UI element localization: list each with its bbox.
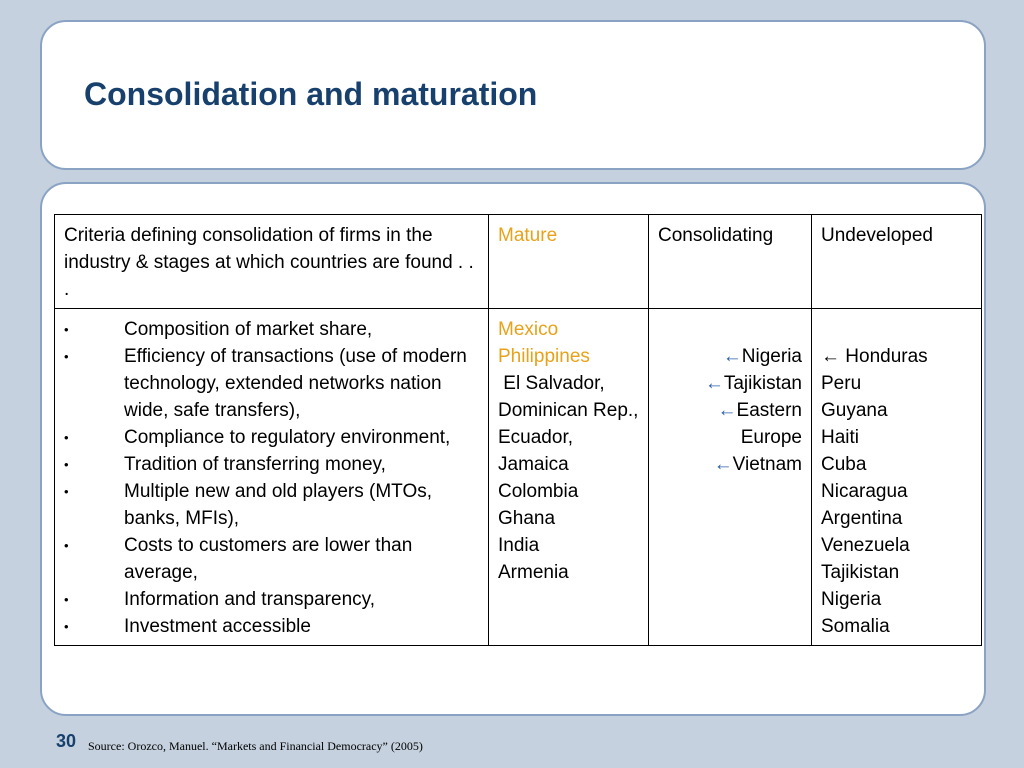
list-item: • Investment accessible [64,613,479,640]
undeveloped-country: ← Honduras [821,346,928,367]
arrow-left-icon: ← [722,346,742,367]
mature-country-mexico: Mexico [498,319,559,340]
mature-country: Ecuador, [498,427,573,448]
header-mature: Mature [489,215,649,309]
undeveloped-country: Peru [821,373,862,394]
list-item: • Multiple new and old players (MTOs, banks, MFIs), [64,478,479,532]
consolidating-country: ←Nigeria [722,346,802,367]
undeveloped-country: Somalia [821,616,890,637]
bullet-icon: • [64,538,69,553]
bullet-icon: • [64,457,69,472]
bullet-icon: • [64,430,69,445]
mature-country: Colombia [498,481,579,502]
arrow-left-icon: ← [821,346,840,367]
mature-country: Jamaica [498,454,569,475]
list-item: • Information and transparency, [64,586,479,613]
bullet-icon: • [64,484,69,499]
criteria-list [64,316,479,640]
header-consolidating: Consolidating [649,215,812,309]
list-item: • Efficiency of transactions (use of modern technology, extended networks nation wide, safe transfers), [64,343,479,424]
undeveloped-cell [812,309,982,646]
criteria-cell [55,309,489,646]
list-item: • Compliance to regulatory environment, [64,424,479,451]
arrow-left-icon: ← [717,400,737,421]
undeveloped-country: Venezuela [821,535,910,556]
consolidating-country: ←Eastern Europe [717,400,802,448]
mature-country: Dominican Rep., [498,400,639,421]
list-item: • Tradition of transferring money, [64,451,479,478]
mature-country-philippines: Philippines [498,346,590,367]
bullet-icon: • [64,592,69,607]
undeveloped-country: Cuba [821,454,867,475]
source-citation: Source: Orozco, Manuel. “Markets and Financial Democracy” (2005) [88,739,423,753]
page-number: 30 [56,731,77,751]
table-body-row [55,309,982,646]
mature-country: El Salvador, [498,373,605,394]
consolidating-country: ←Vietnam [713,454,802,475]
list-item: • Composition of market share, [64,316,479,343]
list-item: • Costs to customers are lower than average, [64,532,479,586]
bullet-icon: • [64,349,69,364]
header-criteria: Criteria defining consolidation of firms in the industry & stages at which countries are found . . . [55,215,489,309]
arrow-left-icon: ← [713,454,733,475]
undeveloped-country: Tajikistan [821,562,900,583]
bullet-icon: • [64,619,69,634]
table-header-row [55,215,982,309]
mature-cell [489,309,649,646]
consolidating-country: ←Tajikistan [704,373,802,394]
undeveloped-country: Nicaragua [821,481,908,502]
slide-title: Consolidation and maturation [84,76,538,112]
undeveloped-country: Argentina [821,508,903,529]
undeveloped-country: Nigeria [821,589,882,610]
mature-country: India [498,535,540,556]
bullet-icon: • [64,322,69,337]
header-undeveloped: Undeveloped [812,215,982,309]
arrow-left-icon: ← [704,373,724,394]
consolidating-cell [649,309,812,646]
mature-country: Ghana [498,508,556,529]
undeveloped-country: Guyana [821,400,888,421]
undeveloped-country: Haiti [821,427,860,448]
mature-country: Armenia [498,562,569,583]
criteria-table [54,214,982,646]
